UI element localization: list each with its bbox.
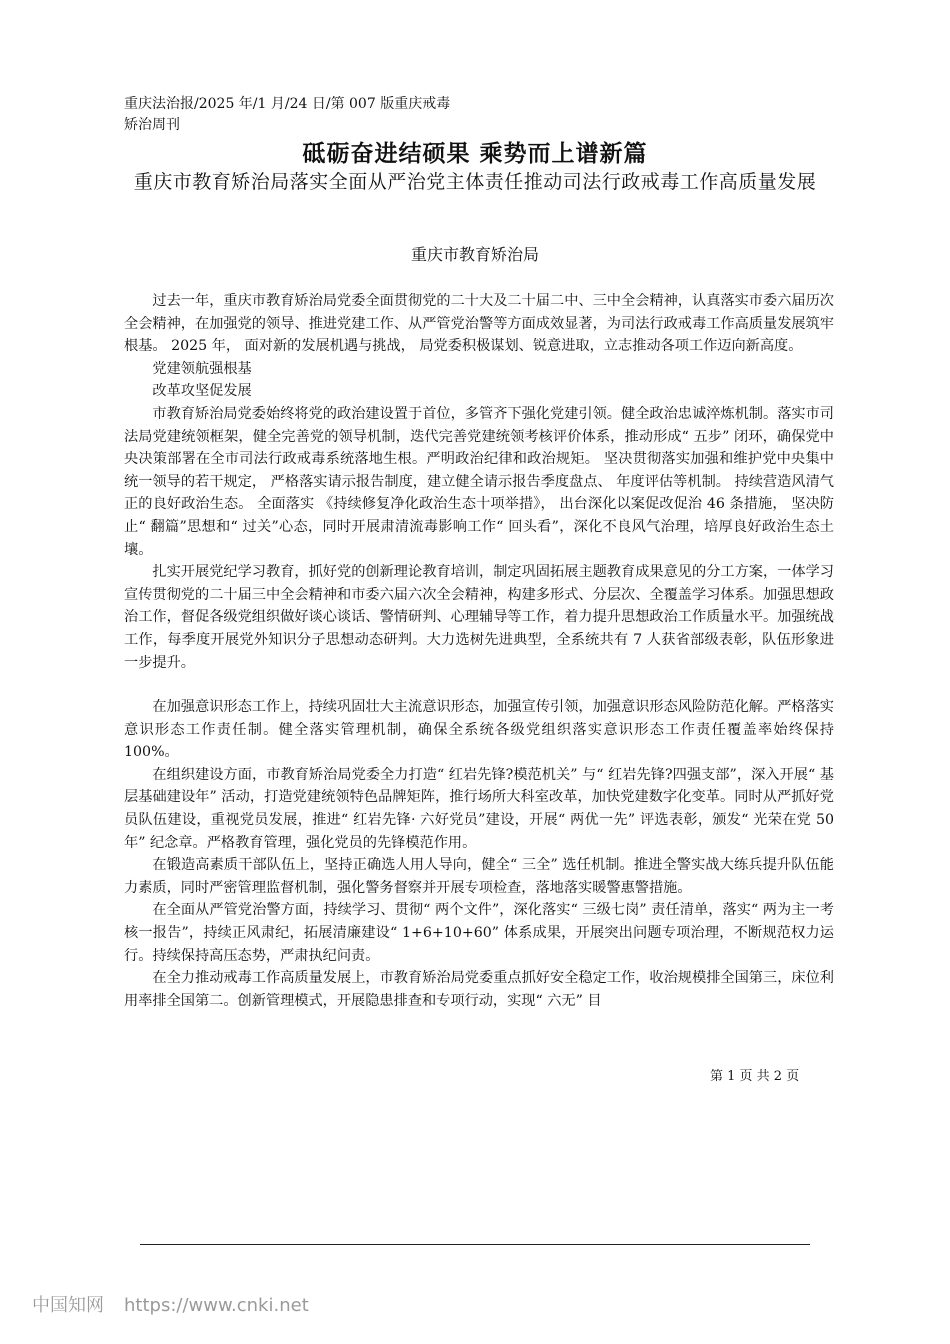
article-subtitle: 重庆市教育矫治局落实全面从严治党主体责任推动司法行政戒毒工作高质量发展 bbox=[133, 171, 817, 193]
article-author: 重庆市教育矫治局 bbox=[410, 245, 539, 264]
paragraph: 在组织建设方面，市教育矫治局党委全力打造“ 红岩先锋?模范机关” 与“ 红岩先锋?四强支部”，深入开展“ 基层基础建设年” 活动，打造党建统领特色品牌矩阵，推行场所大科室改革，加快党建数字化变革。同时从严抓好党员队伍建设，重视党员发展，推进“ 红岩先锋· 六好党员”建设，开展“ 两优一先” 评选表彰，颁发“ 光荣在党 50 年” 纪念章。严格教育管理，强化党员的先锋模范作用。 bbox=[124, 766, 834, 851]
cnki-watermark bbox=[32, 1294, 309, 1318]
section-heading: 党建领航强根基 bbox=[152, 360, 252, 377]
article-body bbox=[124, 290, 834, 1012]
watermark-brand: 中国知网 bbox=[32, 1295, 104, 1316]
paragraph: 在全面从严管党治警方面，持续学习、贯彻“ 两个文件”，深化落实“ 三级七岗” 责任清单，落实“ 两为主一考核一报告”，持续正风肃纪，拓展清廉建设“ 1+6+10+60” 体系成果，开展突出问题专项治理，不断规范权力运行。持续保持高压态势，严肃执纪问责。 bbox=[124, 902, 834, 964]
footer-divider bbox=[140, 1244, 810, 1245]
paragraph: 在全力推动戒毒工作高质量发展上，市教育矫治局党委重点抓好安全稳定工作，收治规模排全国第三，床位利用率排全国第二。创新管理模式，开展隐患排查和专项行动，实现“ 六无” 目 bbox=[124, 970, 834, 1009]
watermark-url: https://www.cnki.net bbox=[124, 1295, 309, 1316]
paragraph: 在加强意识形态工作上，持续巩固壮大主流意识形态，加强宣传引领，加强意识形态风险防范化解。严格落实意识形态工作责任制。健全落实管理机制，确保全系统各级党组织落实意识形态工作责任覆盖率始终保持 100%。 bbox=[124, 699, 834, 761]
source-line: 重庆法治报/2025 年/1 月/24 日/第 007 版重庆戒毒矫治周刊 bbox=[124, 96, 451, 133]
paragraph: 扎实开展党纪学习教育，抓好党的创新理论教育培训，制定巩固拓展主题教育成果意见的分工方案，一体学习宣传贯彻党的二十届三中全会精神和市委六届六次全会精神，构建多形式、分层次、全覆盖学习体系。加强思想政治工作，督促各级党组织做好谈心谈话、警情研判、心理辅导等工作，着力提升思想政治工作质量水平。加强统战工作，每季度开展党外知识分子思想动态研判。大力选树先进典型，全系统共有 7 人获省部级表彰，队伍形象进一步提升。 bbox=[124, 564, 834, 671]
section-heading: 改革攻坚促发展 bbox=[152, 383, 252, 400]
article-title: 砥砺奋进结硕果 乘势而上谱新篇 bbox=[302, 141, 648, 167]
page-number: 第 1 页 共 2 页 bbox=[710, 1069, 800, 1084]
paragraph: 过去一年，重庆市教育矫治局党委全面贯彻党的二十大及二十届二中、三中全会精神，认真落实市委六届历次全会精神，在加强党的领导、推进党建工作、从严管党治警等方面成效显著，为司法行政戒毒工作高质量发展筑牢根基。 2025 年， 面对新的发展机遇与挑战， 局党委积极谋划、锐意进取，立志推动各项工作迈向新高度。 bbox=[124, 293, 834, 355]
paragraph: 在锻造高素质干部队伍上，坚持正确选人用人导向，健全“ 三全” 选任机制。推进全警实战大练兵提升队伍能力素质，同时严密管理监督机制，强化警务督察并开展专项检查，落地落实暖警惠警措施。 bbox=[124, 857, 834, 896]
paragraph: 市教育矫治局党委始终将党的政治建设置于首位，多管齐下强化党建引领。健全政治忠诚淬炼机制。落实市司法局党建统领框架，健全完善党的领导机制，迭代完善党建统领考核评价体系，推动形成“ 五步” 闭环，确保党中央决策部署在全市司法行政戒毒系统落地生根。严明政治纪律和政治规矩。 坚决贯彻落实加强和维护党中央集中统一领导的若干规定， 严格落实请示报告制度，建立健全请示报告季度盘点、 年度评估等机制。 持续营造风清气正的良好政治生态。 全面落实 《持续修复净化政治生态十项举措》， 出台深化以案促改促治 46 条措施， 坚决防止“ 翻篇”思想和“ 过关”心态，同时开展肃清流毒影响工作“ 回头看”，深化不良风气治理，培厚良好政治生态土壤。 bbox=[124, 405, 834, 558]
